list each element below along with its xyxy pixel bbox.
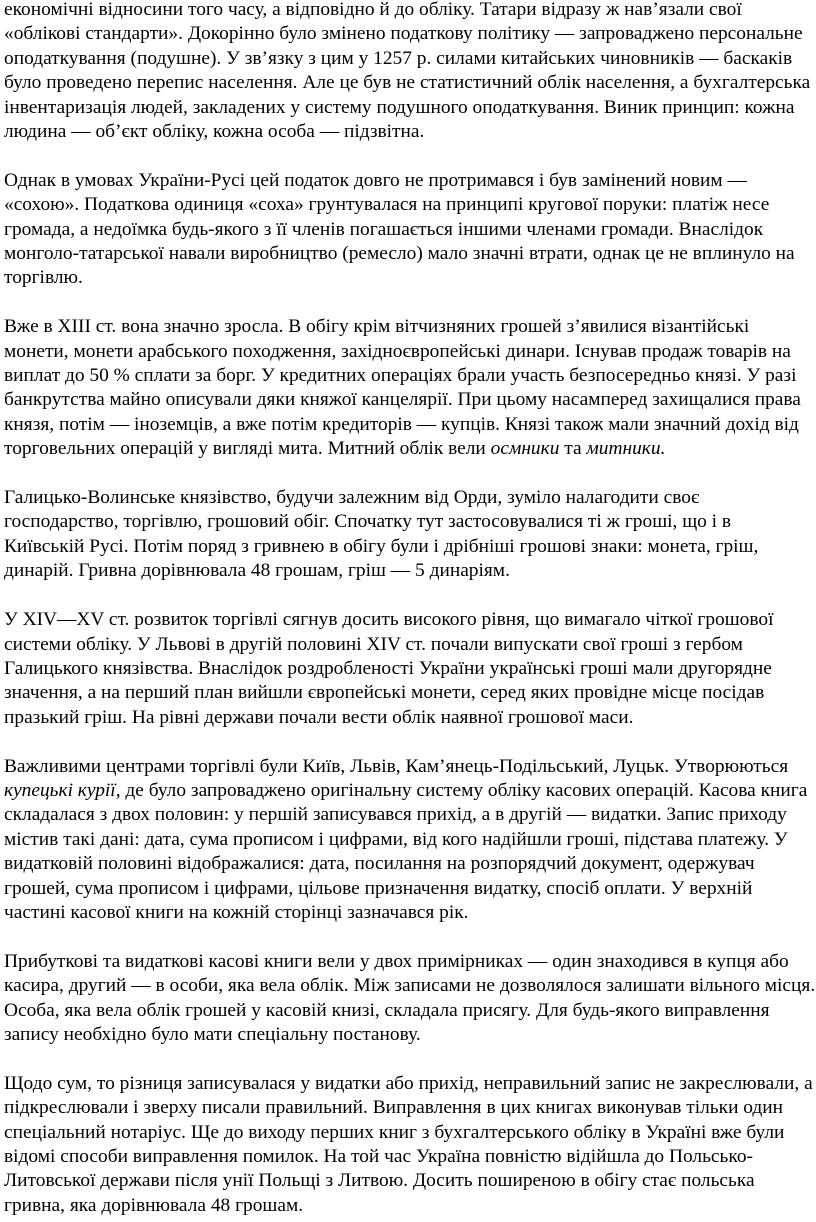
italic-term-mytnyky: митники. — [586, 438, 666, 460]
paragraph-text: Прибуткові та видаткові касові книги вели у двох примірниках — один знаходився в купця або касира, другий — в особи, яка вела облік. Між записами не дозволялося залишати вільного місця. Особа, яка вела облік грошей у касовій книзі, складала присягу. Для будь-якого виправлення запису необхідно було мати спеціальну постанову. — [4, 950, 816, 1045]
paragraph-text: Однак в умовах України-Русі цей податок довго не протримався і був замінений новим — «сохою». Податкова одиниця «соха» грунтувалася на принципі кругової поруки: платіж несе громада, а недоїмка будь-якого з її членів погашається іншими членами громади. Внаслідок монголо-татарської навали виробництво (ремесло) мало значні втрати, однак це не вплинуло на торгівлю. — [4, 169, 795, 289]
paragraph — [4, 755, 816, 926]
italic-term-osmnyky: осмники — [490, 438, 560, 460]
paragraph-text: економічні відносини того часу, а відповідно й до обліку. Татари відразу ж нав’язали свої «облікові стандарти». Докорінно було змінено податкову політику — запроваджено персональне оподаткування (подушне). У зв’язку з цим у 1257 р. силами китайських чиновників — баскаків було проведено перепис населення. Але це був не статистичний облік населення, а бухгалтерська інвентаризація людей, закладених у систему подушного оподаткування. Виник принцип: кожна людина — об’єкт обліку, кожна особа — підзвітна. — [4, 0, 811, 143]
paragraph — [4, 169, 816, 291]
paragraph — [4, 0, 816, 144]
document-body — [4, 0, 816, 1218]
italic-term-kupetski-kurii: купецькі курії, — [4, 779, 121, 801]
paragraph — [4, 608, 816, 730]
paragraph-text: та — [559, 438, 587, 460]
paragraph-text: Щодо сум, то різниця записувалася у видатки або прихід, неправильний запис не закреслювали, а підкреслювали і зверху писали правильний. Виправлення в цих книгах виконував тільки один спеціальний нотаріус. Ще до виходу перших книг з бухгалтерського обліку в Україні вже були відомі способи виправлення помилок. На той час Україна повністю відійшла до Польсько-Литовської держави після унії Польщі з Литвою. Досить поширеною в обігу стає польська гривна, яка дорівнювала 48 грошам. — [4, 1072, 813, 1216]
paragraph-text: Важливими центрами торгівлі були Київ, Львів, Кам’янець-Подільський, Луцьк. Утворюються — [4, 755, 789, 777]
paragraph — [4, 315, 816, 461]
paragraph-text: У XIV—XV ст. розвиток торгівлі сягнув досить високого рівня, що вимагало чіткої грошової системи обліку. У Львові в другій половині XIV ст. почали випускати свої гроші з гербом Галицького князівства. Внаслідок роздробленості України українські гроші мали другорядне значення, а на перший план вийшли європейські монети, серед яких провідне місце посідав празький гріш. На рівні держави почали вести облік наявної грошової маси. — [4, 609, 774, 728]
paragraph — [4, 1072, 816, 1218]
paragraph-text: де було запроваджено оригінальну систему обліку касових операцій. Касова книга складалася з двох половин: у першій записувався прихід, а в другій — видатки. Запис приходу містив такі дані: дата, сума прописом і цифрами, від кого надійшли гроші, підстава платежу. У видатковій половині відображалися: дата, посилання на розпорядчий документ, одержувач грошей, сума прописом і цифрами, цільове призначення видатку, спосіб оплати. У верхній частині касової книги на кожній сторінці зазначався рік. — [4, 779, 808, 923]
paragraph — [4, 486, 816, 584]
paragraph-text: Галицько-Волинське князівство, будучи залежним від Орди, зуміло налагодити своє господарство, торгівлю, грошовий обіг. Спочатку тут застосовувалися ті ж гроші, що і в Київській Русі. Потім поряд з гривнею в обігу були і дрібніші грошові знаки: монета, гріш, динарій. Гривна дорівнювала 48 грошам, гріш — 5 динаріям. — [4, 487, 759, 582]
paragraph — [4, 950, 816, 1048]
paragraph-text: Вже в XIII ст. вона значно зросла. В обігу крім вітчизняних грошей з’явилися візантійські монети, монети арабського походження, західноєвропейські динари. Існував продаж товарів на виплат до 50 % сплати за борг. У кредитних операціях брали участь безпосередньо князі. У разі банкрутства майно описували дяки княжої канцелярії. При цьому насамперед захищалися права князя, потім — іноземців, а вже потім кредиторів — купців. Князі також мали значний дохід від торговельних операцій у вигляді мита. Митний облік вели — [4, 316, 801, 460]
